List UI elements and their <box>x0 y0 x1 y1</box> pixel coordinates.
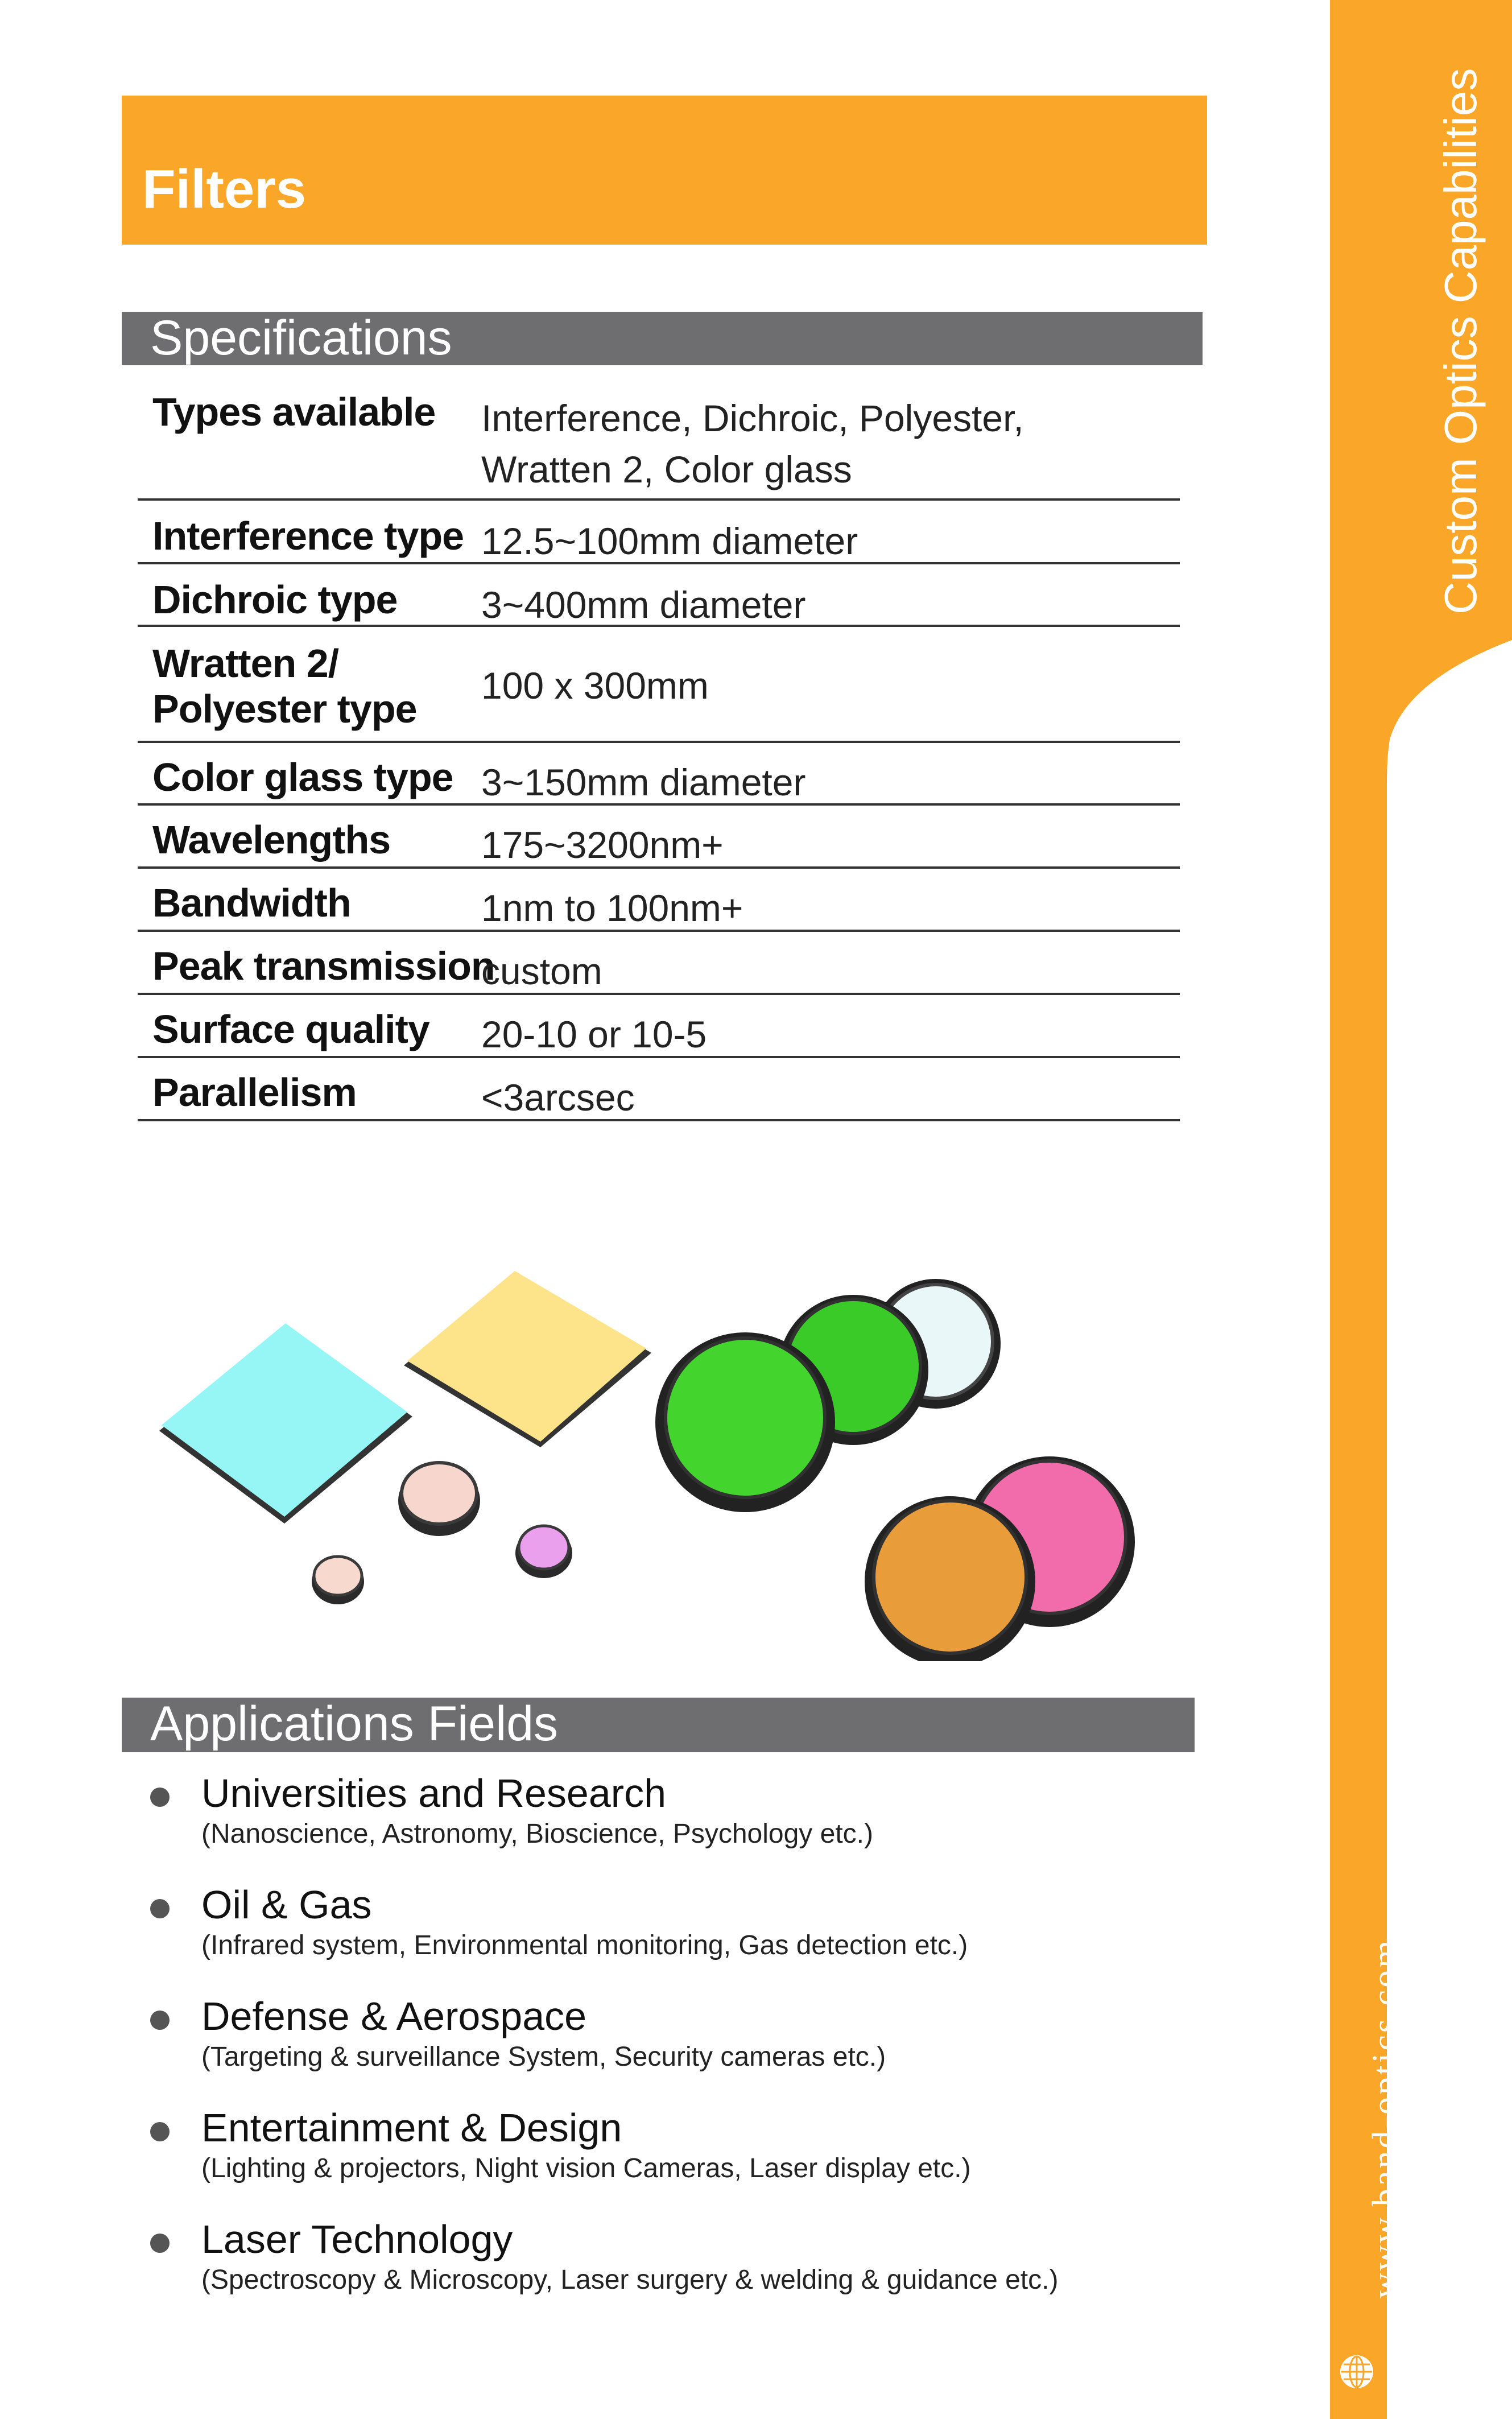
application-subtitle: (Lighting & projectors, Night vision Cameras, Laser display etc.) <box>201 2153 971 2183</box>
spec-value: 175~3200nm+ <box>481 824 724 866</box>
violet-round-filter <box>515 1526 572 1578</box>
peach-round-filter <box>398 1463 480 1536</box>
spec-row-dichroic <box>138 564 1180 627</box>
spec-value: Wratten 2, Color glass <box>481 448 852 490</box>
bullet-icon <box>150 2011 170 2030</box>
spec-row-wavelengths <box>138 806 1180 869</box>
spec-label: Wavelengths <box>152 818 391 862</box>
spec-label: Wratten 2/ <box>152 641 339 686</box>
list-item <box>137 1769 1217 1881</box>
spec-label: Parallelism <box>152 1070 357 1114</box>
spec-label: Interference type <box>152 514 464 558</box>
bullet-icon <box>150 1788 170 1807</box>
spec-label: Surface quality <box>152 1007 429 1051</box>
spec-label: Polyester type <box>152 687 417 731</box>
spec-value: 12.5~100mm diameter <box>481 520 858 562</box>
bullet-icon <box>150 2234 170 2253</box>
spec-row-wratten <box>138 627 1180 743</box>
small-peach-filter <box>312 1557 364 1604</box>
spec-row-color-glass <box>138 743 1180 806</box>
application-title: Defense & Aerospace <box>201 1994 587 2038</box>
sidebar-url[interactable]: www.band-optics.com <box>1366 1938 1404 2298</box>
spec-value: custom <box>481 950 602 992</box>
page-title: Filters <box>142 159 307 220</box>
specifications-table <box>138 364 1180 1121</box>
spec-label: Types available <box>152 390 436 434</box>
application-title: Entertainment & Design <box>201 2106 622 2150</box>
spec-row-surface-quality <box>138 995 1180 1058</box>
spec-value: 1nm to 100nm+ <box>481 887 743 929</box>
title-bar <box>122 96 1207 245</box>
spec-value: 3~150mm diameter <box>481 761 806 803</box>
list-item <box>137 2104 1217 2215</box>
specifications-heading-bar <box>122 312 1203 365</box>
application-title: Oil & Gas <box>201 1883 372 1927</box>
globe-icon <box>1339 2354 1374 2389</box>
application-subtitle: (Nanoscience, Astronomy, Bioscience, Psychology etc.) <box>201 1819 873 1849</box>
bullet-icon <box>150 2122 170 2141</box>
spec-row-parallelism <box>138 1058 1180 1121</box>
applications-heading-bar <box>122 1698 1195 1752</box>
spec-row-bandwidth <box>138 869 1180 932</box>
bullet-icon <box>150 1899 170 1918</box>
list-item <box>137 1881 1217 1992</box>
spec-value: 3~400mm diameter <box>481 584 806 626</box>
application-title: Universities and Research <box>201 1771 667 1815</box>
spec-row-types <box>138 364 1180 501</box>
application-subtitle: (Spectroscopy & Microscopy, Laser surgery & welding & guidance etc.) <box>201 2265 1059 2295</box>
specifications-heading: Specifications <box>150 311 452 365</box>
filters-product-image <box>142 1252 1195 1661</box>
list-item <box>137 1992 1217 2104</box>
applications-heading: Applications Fields <box>150 1696 559 1751</box>
application-subtitle: (Targeting & surveillance System, Security cameras etc.) <box>201 2042 886 2072</box>
spec-row-peak-transmission <box>138 932 1180 995</box>
spec-value: 100 x 300mm <box>481 664 709 707</box>
spec-value: 20-10 or 10-5 <box>481 1013 707 1055</box>
spec-value: Interference, Dichroic, Polyester, <box>481 397 1024 439</box>
applications-list <box>137 1769 1217 2327</box>
spec-label: Color glass type <box>152 755 453 799</box>
application-title: Laser Technology <box>201 2217 513 2261</box>
spec-label: Dichroic type <box>152 577 398 622</box>
spec-row-interference <box>138 501 1180 564</box>
orange-round-filter <box>865 1496 1035 1661</box>
application-subtitle: (Infrared system, Environmental monitoring, Gas detection etc.) <box>201 1930 968 1960</box>
spec-value: <3arcsec <box>481 1076 635 1118</box>
spec-label: Peak transmission <box>152 944 495 988</box>
sidebar-title: Custom Optics Capabilities <box>1435 68 1486 614</box>
list-item <box>137 2215 1217 2327</box>
spec-label: Bandwidth <box>152 881 351 925</box>
green-round-filter-front <box>655 1332 835 1512</box>
